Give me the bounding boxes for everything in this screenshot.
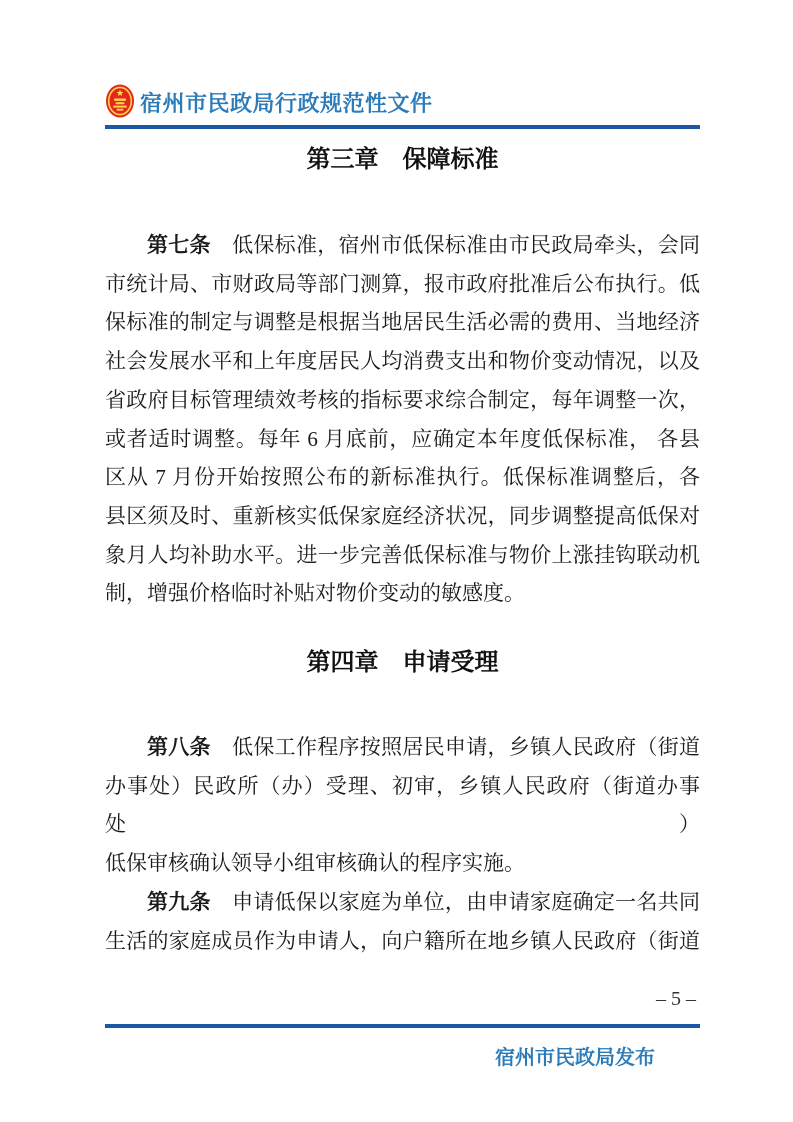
- article-9-paragraph: [105, 883, 700, 960]
- document-footer: [105, 1044, 700, 1072]
- article-7-line: 保标准的制定与调整是根据当地居民生活必需的费用、当地经济: [105, 310, 700, 335]
- article-7-text: 低保标准，宿州市低保标准由市民政局牵头，会同: [210, 233, 701, 257]
- article-8-paragraph: [105, 728, 700, 883]
- page-number: – 5 –: [656, 988, 696, 1011]
- article-7-line: 制，增强价格临时补贴对物价变动的敏感度。: [105, 581, 525, 606]
- article-9-text: 申请低保以家庭为单位，由申请家庭确定一名共同: [210, 889, 701, 914]
- article-9-line: [105, 883, 700, 922]
- article-7-line: 象月人均补助水平。进一步完善低保标准与物价上涨挂钩联动机: [105, 542, 700, 567]
- article-9-label: 第九条: [147, 889, 211, 914]
- article-7-line: 省政府目标管理绩效考核的指标要求综合制定，每年调整一次，: [105, 387, 700, 412]
- chapter-4-title: 第四章 申请受理: [306, 649, 499, 677]
- article-8-line: 办事处）民政所（办）受理、初审，乡镇人民政府（街道办事处）: [105, 773, 700, 837]
- article-9-line: 生活的家庭成员作为申请人，向户籍所在地乡镇人民政府（街道: [105, 928, 700, 953]
- article-7-line: 市统计局、市财政局等部门测算，报市政府批准后公布执行。低: [105, 271, 700, 296]
- publisher-label: 宿州市民政局发布: [495, 1047, 655, 1070]
- article-7-line: 县区须及时、重新核实低保家庭经济状况，同步调整提高低保对: [105, 503, 700, 528]
- article-7-line: 或者适时调整。每年 6 月底前，应确定本年度低保标准， 各县: [105, 426, 700, 451]
- document-header-title: 宿州市民政局行政规范性文件: [140, 90, 433, 116]
- article-7-paragraph: [105, 226, 700, 613]
- article-8-label: 第八条: [147, 735, 211, 760]
- article-7-line: [105, 226, 700, 265]
- article-7-line: 区从 7 月份开始按照公布的新标准执行。低保标准调整后，各: [105, 465, 700, 490]
- article-8-text: 低保工作程序按照居民申请，乡镇人民政府（街道: [210, 735, 701, 760]
- national-emblem-icon: [105, 84, 135, 120]
- footer-rule: [105, 1024, 700, 1028]
- chapter-3-title: 第三章 保障标准: [306, 146, 499, 173]
- page-number-row: [105, 986, 700, 1012]
- document-header: [105, 84, 700, 129]
- article-8-line: [105, 728, 700, 767]
- article-8-line: 低保审核确认领导小组审核确认的程序实施。: [105, 851, 525, 876]
- article-7-line: 社会发展水平和上年度居民人均消费支出和物价变动情况，以及: [105, 349, 700, 374]
- article-7-label: 第七条: [147, 233, 211, 257]
